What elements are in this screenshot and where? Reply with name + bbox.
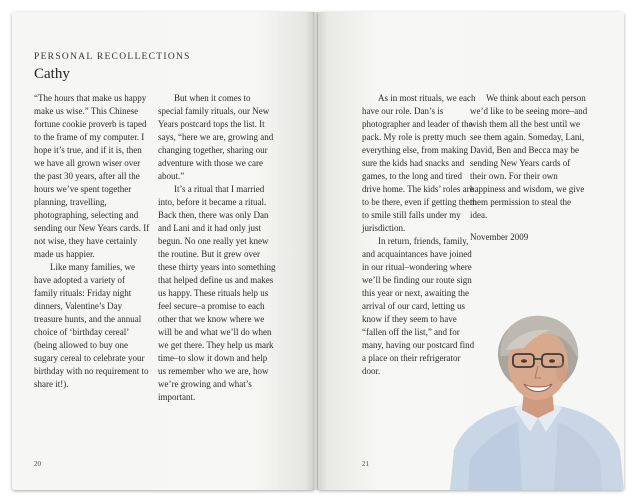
right-column-2 [470, 92, 588, 244]
left-column-1 [34, 92, 150, 391]
page-number: 21 [362, 460, 369, 468]
section-label: PERSONAL RECOLLECTIONS [34, 52, 191, 62]
paragraph: But when it comes to special family rituals, our New Years postcard tops the list. It says, “here we are, growing and changing together, sharing our adventure with those we care about.” [158, 93, 274, 181]
paragraph: In return, friends, family, and acquaintances have joined in our ritual–wondering where we’ll be finding our route sign this year or next, awaiting the arrival of our card, letting us know if they seem to have “fallen off the list,” and for many, having our postcard find a place on their refrigerator door. [362, 236, 475, 376]
paragraph: It’s a ritual that I married into, before it became a ritual. Back then, there was only Dan and Lani and it had only just begun. No one really yet knew the routine. But it grew over these thirty years into something that helped define us and makes us happy. These rituals help us feel secure–a promise to each other that we know where we will be and what we’ll do when we get there. They help us mark time–to slow it down and help us remember who we are, how we’re growing and what’s important. [158, 184, 276, 402]
left-column-2 [158, 92, 276, 404]
right-page [318, 12, 624, 490]
page-title: Cathy [34, 66, 70, 82]
author-photo [450, 310, 624, 490]
paragraph: We think about each person we’d like to be seeing more–and wish them all the best until we see them again. Someday, Lani, David, Ben and Becca may be sending New Years cards of their own. For their own happiness and wisdom, we give them permission to steal the idea. [470, 93, 588, 220]
left-page [12, 12, 314, 490]
paragraph: Like many families, we have adopted a variety of family rituals: Friday night dinners, Valentine’s Day treasure hunts, and the annual choice of ‘birthday cereal’ (being allowed to buy one sugary cereal to celebrate your birthday with no requirement to share it!). [34, 262, 149, 389]
page-number: 20 [34, 460, 41, 468]
date-line: November 2009 [470, 232, 529, 242]
paragraph: As in most rituals, we each have our role. Dan’s is photographer and leader of the pack. My role is pretty much everything else, from making sure the kids had snacks and games, to the long and tired drive home. The kids’ roles are to be there, even if getting them to smile still falls under my jurisdiction. [362, 93, 477, 233]
paragraph: “The hours that make us happy make us wise.” This Chinese fortune cookie proverb is taped to the frame of my computer. I hope it’s true, and if it is, then we have all grown wiser over the past 30 years, after all the hours we’ve spent together planning, travelling, photographing, selecting and sending our New Years cards. If not wise, they have certainly made us happier. [34, 93, 150, 259]
